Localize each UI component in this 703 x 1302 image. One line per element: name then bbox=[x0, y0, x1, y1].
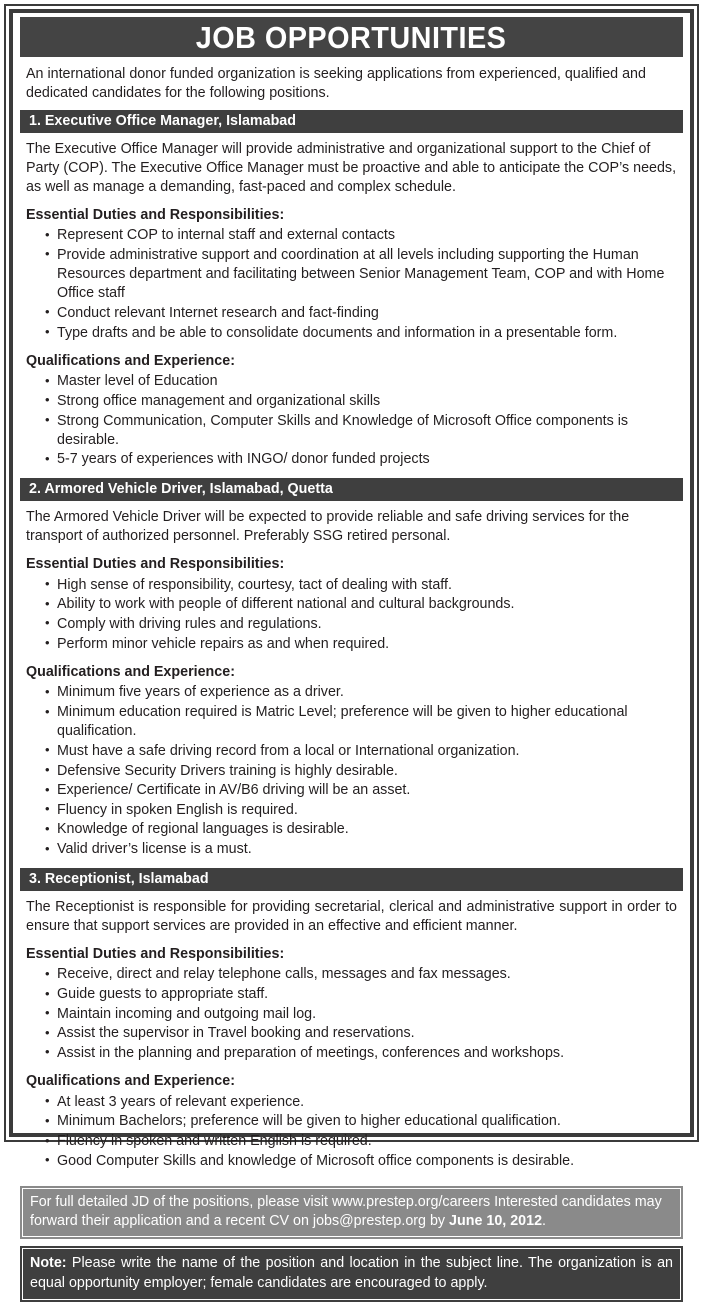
duties-list bbox=[26, 576, 677, 654]
qualification-item: • Knowledge of regional languages is desirable. bbox=[45, 820, 677, 839]
qualifications-heading: Qualifications and Experience: bbox=[26, 1073, 235, 1090]
duty-item: • Conduct relevant Internet research and fact-finding bbox=[45, 304, 677, 323]
note-label: Note: bbox=[30, 1255, 67, 1272]
qualification-item: • Fluency in spoken English is required. bbox=[45, 801, 677, 820]
apply-text-before: For full detailed JD of the positions, please visit www.prestep.org/careers Interested candidates may forward their application and a recent CV on jobs@prestep.org by bbox=[30, 1194, 662, 1230]
duty-item: • High sense of responsibility, courtesy, tact of dealing with staff. bbox=[45, 576, 677, 595]
qualifications-heading: Qualifications and Experience: bbox=[26, 663, 235, 680]
duties-heading: Essential Duties and Responsibilities: bbox=[26, 206, 285, 223]
apply-instructions-text bbox=[30, 1193, 673, 1231]
qualification-item: • Strong Communication, Computer Skills and Knowledge of Microsoft Office components is desirable. bbox=[45, 412, 677, 450]
duties-heading: Essential Duties and Responsibilities: bbox=[26, 945, 285, 962]
duties-heading: Essential Duties and Responsibilities: bbox=[26, 556, 285, 573]
duties-list bbox=[26, 226, 677, 342]
job-title: 2. Armored Vehicle Driver, Islamabad, Quetta bbox=[29, 481, 333, 498]
qualification-item: • Minimum five years of experience as a driver. bbox=[45, 683, 677, 702]
job-title: 1. Executive Office Manager, Islamabad bbox=[29, 113, 296, 130]
intro-paragraph: An international donor funded organization is seeking applications from experienced, qualified and dedicated candidates for the following positions. bbox=[26, 66, 646, 101]
duty-item: • Maintain incoming and outgoing mail log. bbox=[45, 1005, 677, 1024]
note-box bbox=[20, 1246, 683, 1302]
masthead-title: JOB OPPORTUNITIES bbox=[196, 19, 507, 55]
apply-instructions-box bbox=[20, 1186, 683, 1239]
note-body: Please write the name of the position and location in the subject line. The organization is an equal opportunity employer; female candidates are encouraged to apply. bbox=[30, 1255, 673, 1291]
duty-item: • Represent COP to internal staff and external contacts bbox=[45, 226, 677, 245]
masthead-banner bbox=[20, 17, 683, 57]
qualification-item: • Minimum education required is Matric Level; preference will be given to higher educational qualification. bbox=[45, 703, 677, 741]
job-title: 3. Receptionist, Islamabad bbox=[29, 871, 209, 888]
job-summary: The Armored Vehicle Driver will be expected to provide reliable and safe driving services for the transport of authorized personnel. Preferably SSG retired personal. bbox=[26, 509, 630, 545]
duty-item: • Perform minor vehicle repairs as and when required. bbox=[45, 635, 677, 654]
application-deadline: June 10, 2012 bbox=[449, 1213, 543, 1230]
qualifications-heading: Qualifications and Experience: bbox=[26, 352, 235, 369]
duty-item: • Ability to work with people of different national and cultural backgrounds. bbox=[45, 595, 677, 614]
job-body bbox=[18, 133, 685, 478]
qualification-item: • Must have a safe driving record from a local or International organization. bbox=[45, 742, 677, 761]
job-summary: The Executive Office Manager will provide administrative and organizational support to the Chief of Party (COP). The Executive Office Manager must be proactive and able to anticipate the COP’s needs, as well as manage a demanding, fast-paced and complex schedule. bbox=[26, 140, 677, 195]
duty-item: • Type drafts and be able to consolidate documents and information in a presentable form. bbox=[45, 324, 677, 343]
qualifications-list bbox=[26, 372, 677, 469]
apply-text-after: . bbox=[542, 1213, 547, 1230]
duty-item: • Assist the supervisor in Travel booking and reservations. bbox=[45, 1024, 677, 1043]
qualification-item: • At least 3 years of relevant experience. bbox=[45, 1093, 677, 1112]
qualification-item: • Valid driver’s license is a must. bbox=[45, 840, 677, 859]
qualification-item: • Strong office management and organizational skills bbox=[45, 392, 677, 411]
qualification-item: • 5-7 years of experiences with INGO/ donor funded projects bbox=[45, 450, 677, 469]
job-title-bar bbox=[20, 110, 683, 133]
qualifications-list bbox=[26, 1093, 677, 1171]
duty-item: • Receive, direct and relay telephone calls, messages and fax messages. bbox=[45, 965, 677, 984]
positions-list bbox=[18, 110, 685, 1180]
qualification-item: • Master level of Education bbox=[45, 372, 677, 391]
duties-list bbox=[26, 965, 677, 1063]
job-title-bar bbox=[20, 868, 683, 891]
duty-item: • Provide administrative support and coordination at all levels including supporting the Human Resources department and facilitating between Senior Management Team, COP and with Home Office staff bbox=[45, 246, 677, 303]
qualification-item: • Fluency in spoken and written English is required. bbox=[45, 1132, 677, 1151]
qualification-item: • Good Computer Skills and knowledge of Microsoft office components is desirable. bbox=[45, 1152, 677, 1171]
advertisement-inner-frame bbox=[9, 9, 694, 1291]
advertisement-outer-frame bbox=[4, 4, 699, 1291]
duty-item: • Assist in the planning and preparation of meetings, conferences and workshops. bbox=[45, 1044, 677, 1063]
job-body bbox=[18, 891, 685, 1180]
qualification-item: • Experience/ Certificate in AV/B6 driving will be an asset. bbox=[45, 781, 677, 800]
duty-item: • Guide guests to appropriate staff. bbox=[45, 985, 677, 1004]
job-summary: The Receptionist is responsible for providing secretarial, clerical and administrative support in order to ensure that support services are provided in an effective and efficient manner. bbox=[26, 898, 677, 934]
qualification-item: • Minimum Bachelors; preference will be given to higher educational qualification. bbox=[45, 1112, 677, 1131]
duty-item: • Comply with driving rules and regulations. bbox=[45, 615, 677, 634]
job-body bbox=[18, 501, 685, 868]
job-title-bar bbox=[20, 478, 683, 501]
qualifications-list bbox=[26, 683, 677, 859]
note-text bbox=[30, 1254, 673, 1293]
qualification-item: • Defensive Security Drivers training is highly desirable. bbox=[45, 762, 677, 781]
